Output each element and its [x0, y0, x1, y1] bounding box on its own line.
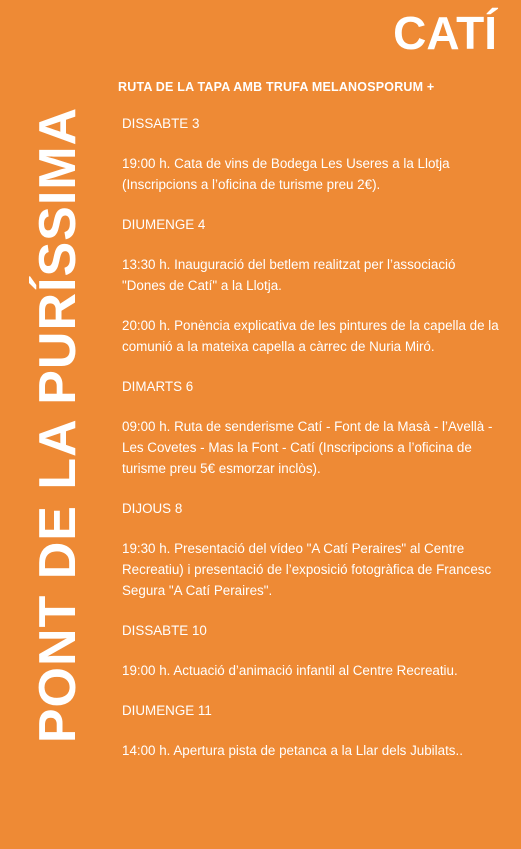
- event-item: 20:00 h. Ponència explicativa de les pintures de la capella de la comunió a la mateixa capella a càrrec de Nuria Miró.: [122, 318, 499, 354]
- event-item: 19:30 h. Presentació del vídeo "A Catí Peraires" al Centre Recreatiu) i presentació de l’exposició fotogràfica de Francesc Segura "A Catí Peraires".: [122, 541, 492, 598]
- day-heading: DIUMENGE 4: [122, 217, 206, 232]
- vertical-title: PONT DE LA PURÍSSIMA: [29, 106, 87, 744]
- day-heading: DIUMENGE 11: [122, 703, 212, 718]
- event-item: 19:00 h. Cata de vins de Bodega Les Useres a la Llotja (Inscripcions a l’oficina de turisme preu 2€).: [122, 156, 450, 192]
- subtitle: RUTA DE LA TAPA AMB TRUFA MELANOSPORUM +: [118, 80, 435, 94]
- day-heading: DISSABTE 10: [122, 623, 207, 638]
- schedule: [122, 113, 502, 780]
- day-heading: DISSABTE 3: [122, 116, 200, 131]
- event-item: 09:00 h. Ruta de senderisme Catí - Font de la Masà - l’Avellà - Les Covetes - Mas la Font - Catí (Inscripcions a l’oficina de turisme preu 5€ esmorzar inclòs).: [122, 419, 493, 476]
- town-name: CATÍ: [393, 7, 497, 59]
- event-item: 14:00 h. Apertura pista de petanca a la Llar dels Jubilats..: [122, 743, 463, 758]
- day-heading: DIJOUS 8: [122, 501, 183, 516]
- event-item: 19:00 h. Actuació d’animació infantil al Centre Recreatiu.: [122, 663, 458, 678]
- event-item: 13:30 h. Inauguració del betlem realitzat per l’associació "Dones de Catí" a la Llotja.: [122, 257, 456, 293]
- day-heading: DIMARTS 6: [122, 379, 194, 394]
